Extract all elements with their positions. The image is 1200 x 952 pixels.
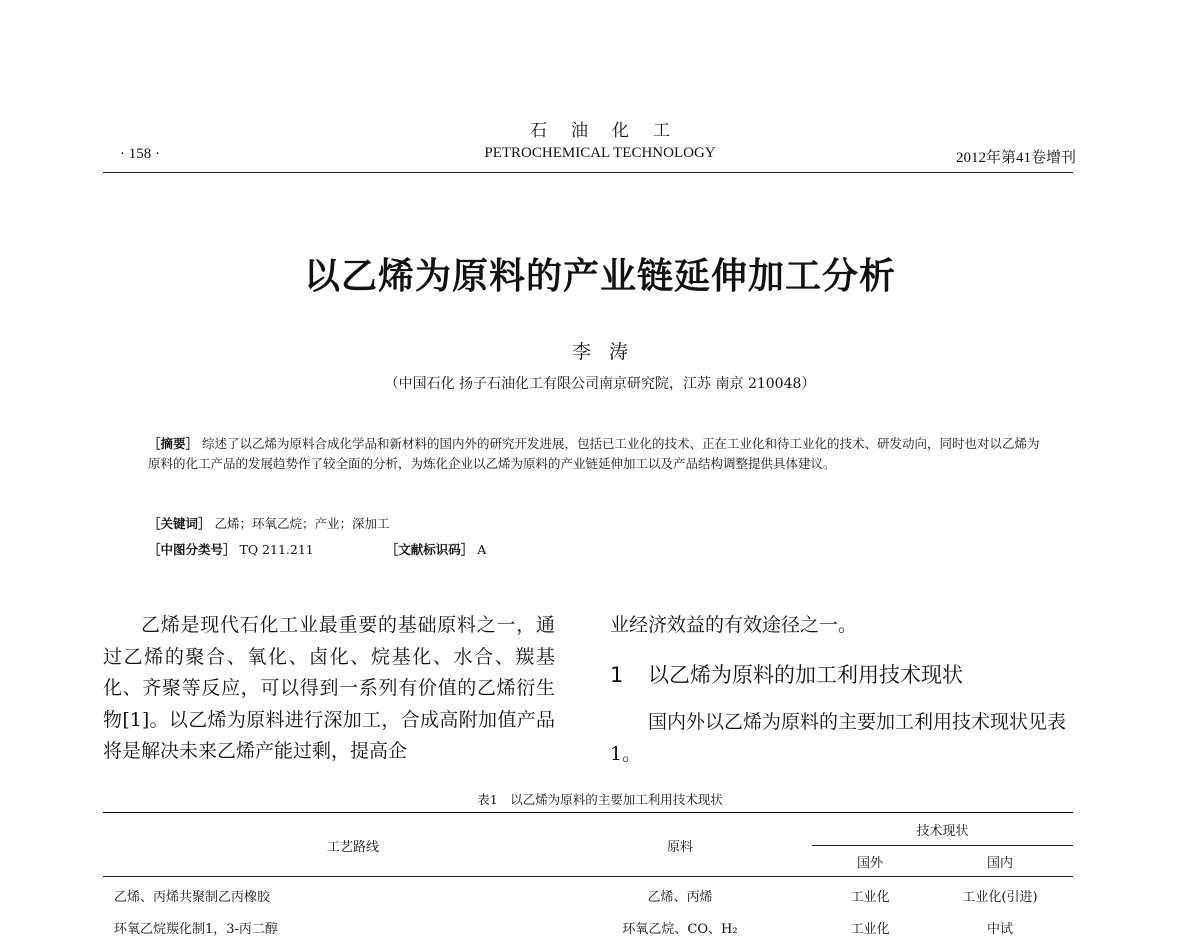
table-caption: 表1 以乙烯为原料的主要加工利用技术现状 — [477, 792, 723, 807]
article-title: 以乙烯为原料的产业链延伸加工分析 — [303, 256, 896, 297]
abstract-label: ［摘要］ — [148, 436, 199, 451]
table-cell-foreign: 工业化 — [850, 890, 890, 905]
abstract — [148, 434, 1048, 474]
table-header-rule — [103, 876, 1073, 877]
page-number: · 158 · — [120, 146, 160, 162]
doc-code-value: A — [477, 542, 487, 557]
header-foreign: 国外 — [856, 856, 883, 871]
body-left-paragraph: 乙烯是现代石化工业最重要的基础原料之一，通过乙烯的聚合、氧化、卤化、烷基化、水合、羰基化、齐聚等反应，可以得到一系列有价值的乙烯衍生物[1]。以乙烯为原料进行深加工，合成高附加值产品将是解决未来乙烯产能过剩，提高企 — [103, 614, 555, 762]
keywords-label: ［关键词］ — [148, 516, 211, 531]
abstract-text: 综述了以乙烯为原料合成化学品和新材料的国内外的研究开发进展，包括已工业化的技术、正在工业化和待工业化的技术、研发动向，同时也对以乙烯为原料的化工产品的发展趋势作了较全面的分析，为炼化企业以乙烯为原料的产业链延伸加工以及产品结构调整提供具体建议。 — [148, 436, 1040, 471]
journal-name-en: PETROCHEMICAL TECHNOLOGY — [484, 145, 716, 161]
table-cell-foreign: 工业化 — [850, 922, 890, 937]
status-subrule — [812, 845, 1073, 846]
header-status: 技术现状 — [916, 824, 969, 839]
table-cell-material: 环氧乙烷、CO、H₂ — [622, 922, 738, 937]
header-material: 原料 — [666, 840, 693, 855]
section-heading — [610, 659, 963, 689]
table-cell-domestic: 中试 — [986, 922, 1013, 937]
table-cell-route: 环氧乙烷羰化制1，3-丙二醇 — [114, 922, 278, 937]
table-cell-material: 乙烯、丙烯 — [647, 890, 713, 905]
section-number: 1 — [610, 663, 624, 687]
table-top-rule — [103, 812, 1073, 813]
body-right-paragraph-1: 业经济效益的有效途径之一。 — [610, 614, 858, 636]
section-title: 以乙烯为原料的加工利用技术现状 — [648, 663, 963, 687]
table-cell-route: 乙烯、丙烯共聚制乙丙橡胶 — [114, 890, 271, 905]
doc-code-label: ［文献标识码］ — [385, 542, 474, 557]
body-right-paragraph-2: 国内外以乙烯为原料的主要加工利用技术现状见表1。 — [610, 711, 1067, 765]
table-cell-domestic: 工业化(引进) — [962, 890, 1038, 905]
classification-line — [148, 540, 1048, 560]
class-value: TQ 211.211 — [239, 542, 314, 557]
author-affiliation: （中国石化 扬子石油化工有限公司南京研究院，江苏 南京 210048） — [384, 376, 816, 392]
issue-info: 2012年第41卷增刊 — [955, 150, 1076, 166]
header-rule — [103, 172, 1073, 173]
keywords — [148, 514, 1048, 534]
journal-name-cn: 石油化工 — [530, 121, 694, 141]
keywords-text: 乙烯；环氧乙烷；产业；深加工 — [214, 516, 390, 531]
author-name: 李涛 — [571, 341, 646, 363]
header-domestic: 国内 — [986, 856, 1013, 871]
class-label: ［中图分类号］ — [148, 542, 236, 557]
header-route: 工艺路线 — [326, 840, 379, 855]
